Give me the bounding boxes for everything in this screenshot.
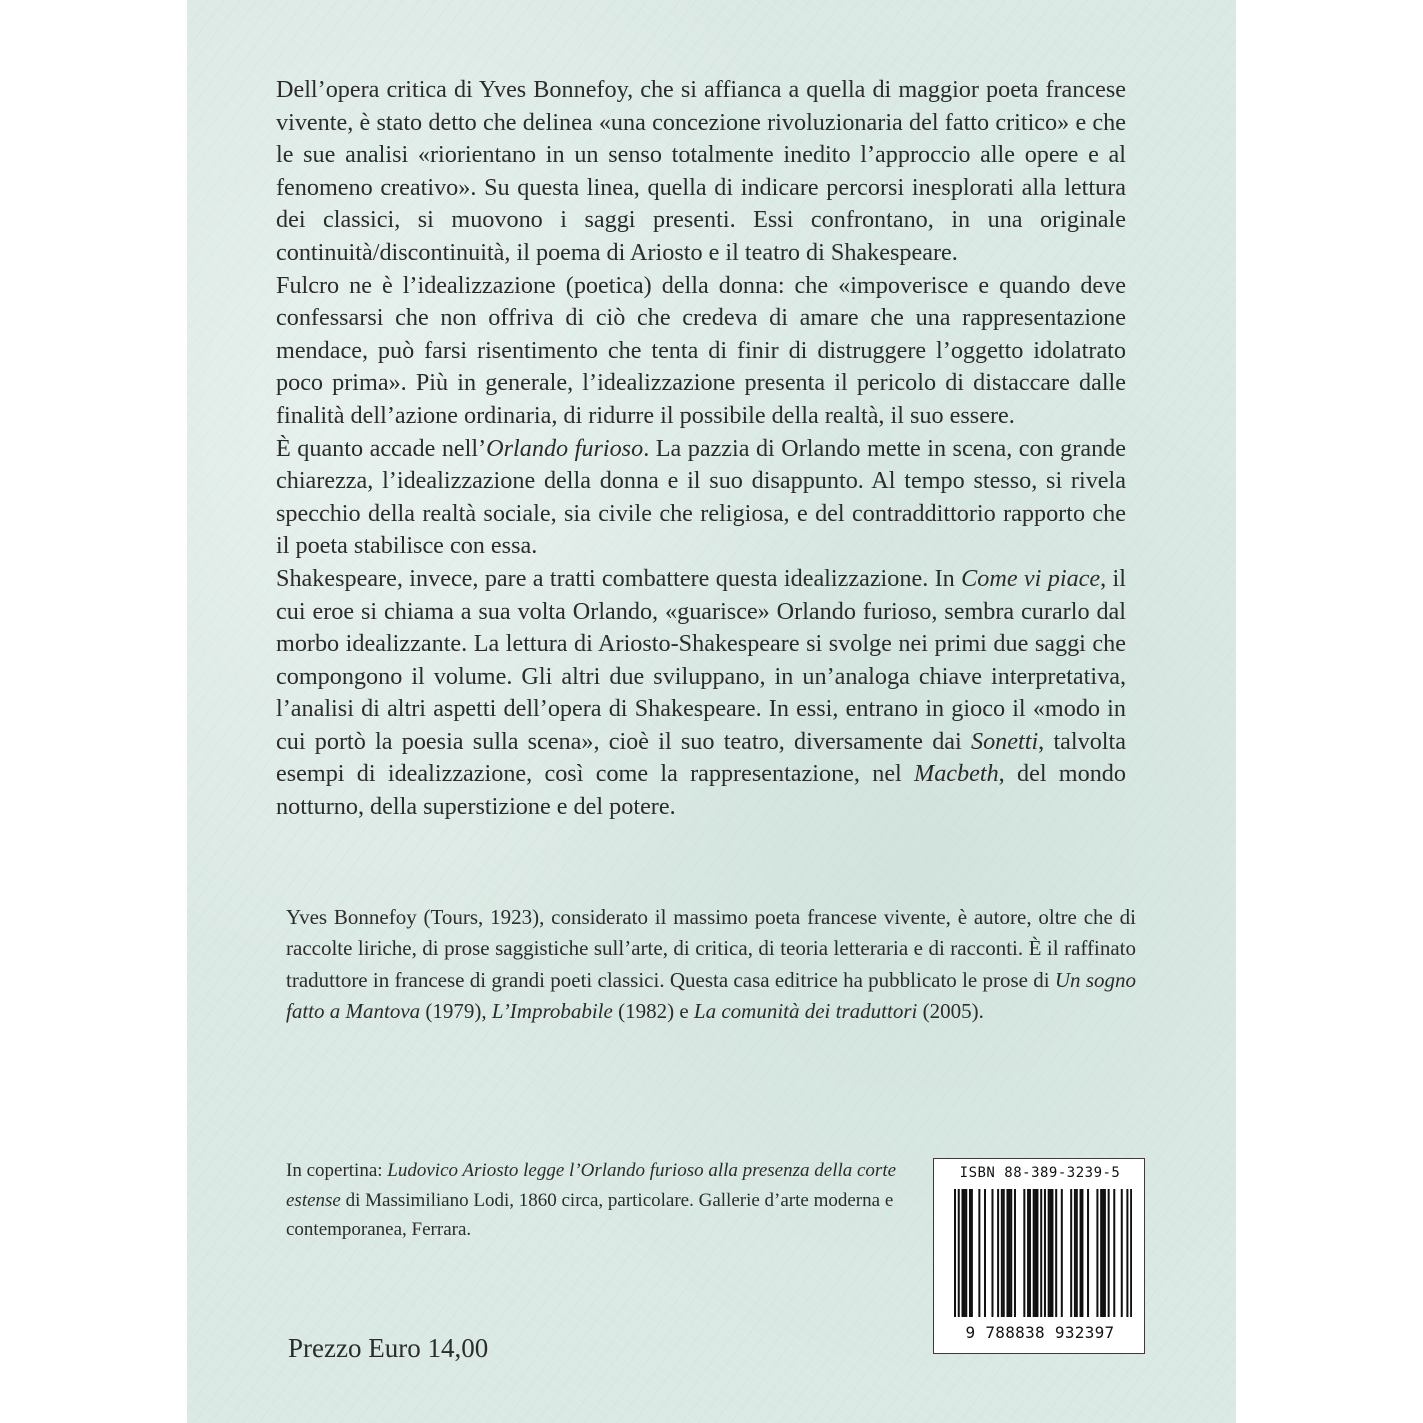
isbn-label: ISBN 88-389-3239-5 (959, 1165, 1121, 1181)
barcode-bar (1035, 1189, 1037, 1317)
barcode-bar (1001, 1189, 1003, 1317)
barcode-bar (1108, 1189, 1110, 1317)
blurb-paragraph-3 (276, 433, 1126, 563)
book-title-un-sogno: Un sogno fatto a Mantova (286, 967, 1137, 1023)
barcode-bar (1008, 1189, 1010, 1317)
barcode-bar (1074, 1189, 1076, 1317)
book-title-orlando-furioso: Orlando furioso (486, 434, 644, 462)
credit-text-run: di Massimiliano Lodi, 1860 circa, particolare. Gallerie d’arte moderna e contemporanea, Ferrara. (286, 1189, 894, 1240)
barcode-bar (1081, 1189, 1083, 1317)
barcode-bar (963, 1189, 965, 1317)
blurb-text-run: . La pazzia di Orlando mette in scena, con grande chiarezza, l’idealizzazione della donna e il suo disappunto. Al tempo stesso, si rivela specchio della realtà sociale, sia civile che religiosa, e del contraddittorio rapporto che il poeta stabilisce con essa. (276, 434, 1126, 560)
barcode-bar (1113, 1189, 1115, 1317)
barcode-bar (1061, 1189, 1063, 1317)
blurb-text-run: Shakespeare, invece, pare a tratti combattere questa idealizzazione. In (276, 564, 962, 592)
barcode-bar (1010, 1189, 1012, 1317)
book-title-improbabile: L’Improbabile (491, 998, 613, 1023)
barcode-bar (969, 1189, 971, 1317)
barcode-bar (1023, 1189, 1025, 1317)
author-text-run: (2005). (917, 998, 984, 1023)
barcode-bar (1029, 1189, 1031, 1317)
back-cover (187, 0, 1236, 1423)
author-bio-paragraph (286, 902, 1136, 1027)
barcode-bar (965, 1189, 967, 1317)
barcode-bar (1087, 1189, 1089, 1317)
barcode-bar (1055, 1189, 1057, 1317)
blurb-text-run: , il cui eroe si chiama a sua volta Orlando, «guarisce» Orlando furioso, sembra curarlo dal morbo idealizzante. La lettura di Ariosto-Shakespeare si svolge nei primi due saggi che compongono il volume. Gli altri due sviluppano, in un’analoga chiave interpretativa, l’analisi di altri aspetti dell’opera di Shakespeare. In essi, entrano in gioco il «modo in cui portò la poesia sulla scena», cioè il suo teatro, diversamente dai (276, 564, 1126, 755)
barcode-bar (1027, 1189, 1029, 1317)
barcode-bar (1080, 1189, 1082, 1317)
blurb-paragraph-2: Fulcro ne è l’idealizzazione (poetica) della donna: che «impoverisce e quando deve confessarsi che non offriva di ciò che credeva di amare che una rappresentazione mendace, può farsi risentimento che tenta di finir di distruggere l’oggetto idolatrato poco prima». Più in generale, l’idealizzazione presenta il pericolo di distaccare dalle finalità dell’azione ordinaria, di ridurre il possibile della realtà, il suo essere. (276, 271, 1126, 429)
cover-credit (286, 1156, 926, 1245)
blurb-text-run: , del mondo notturno, della superstizione e del potere. (276, 760, 1126, 821)
blurb-text-run: È quanto accade nell’ (276, 434, 487, 462)
artwork-title: Ludovico Ariosto legge l’Orlando furioso alla presenza della corte estense (286, 1160, 897, 1211)
barcode-bar (984, 1189, 986, 1317)
barcode-bars (954, 1189, 1132, 1317)
barcode-bar (1003, 1189, 1005, 1317)
blurb-text (276, 74, 1126, 824)
blurb-paragraph-1: Dell’opera critica di Yves Bonnefoy, che si affianca a quella di maggior poeta francese vivente, è stato detto che delinea «una concezione rivoluzionaria del fatto critico» e che le sue analisi «riorientano in un senso totalmente inedito l’approccio alle opere e al fenomeno creativo». Su questa linea, quella di indicare percorsi inesplorati alla lettura dei classici, si muovono i saggi presenti. Essi confrontano, in una originale continuità/discontinuità, il poema di Ariosto e il teatro di Shakespeare. (276, 76, 1126, 266)
price-label: Prezzo Euro 14,00 (288, 1333, 489, 1363)
barcode-bar (1014, 1189, 1016, 1317)
barcode-bar (1130, 1189, 1132, 1317)
barcode-bar (997, 1189, 999, 1317)
barcode-bar (1040, 1189, 1042, 1317)
barcode-bar (1102, 1189, 1104, 1317)
barcode-bar (961, 1189, 963, 1317)
barcode-bar (958, 1189, 960, 1317)
cover-credit-paragraph (286, 1156, 926, 1245)
barcode-bar (971, 1189, 973, 1317)
book-title-macbeth: Macbeth (914, 760, 999, 788)
ean-digits: 9 788838 932397 (965, 1323, 1115, 1342)
barcode-bar (1006, 1189, 1008, 1317)
book-title-sonetti: Sonetti (970, 727, 1039, 755)
barcode-bar (1044, 1189, 1046, 1317)
blurb-text-run: , talvolta esempi di idealizzazione, così come la rappresentazione, nel (276, 727, 1126, 788)
barcode-bar (1096, 1189, 1098, 1317)
barcode-bar (991, 1189, 993, 1317)
barcode-bar (1050, 1189, 1052, 1317)
barcode-bar (1100, 1189, 1102, 1317)
barcode-bar (1121, 1189, 1123, 1317)
barcode-bar (954, 1189, 956, 1317)
author-text-run: (1979), (420, 998, 492, 1023)
book-title-come-vi-piace: Come vi piace (961, 564, 1101, 592)
barcode-bar (1036, 1189, 1038, 1317)
barcode-bar (1076, 1189, 1078, 1317)
barcode-bar (1051, 1189, 1053, 1317)
credit-text-run: In copertina: (286, 1160, 388, 1181)
barcode-bar (978, 1189, 980, 1317)
book-title-comunita: La comunità dei traduttori (693, 998, 918, 1023)
barcode-bar (1104, 1189, 1106, 1317)
author-bio (286, 902, 1136, 1027)
barcode-bar (1048, 1189, 1050, 1317)
author-text-run: (1982) e (612, 998, 694, 1023)
author-text-run: Yves Bonnefoy (Tours, 1923), considerato il massimo poeta francese vivente, è autore, oltre che di raccolte liriche, di prose saggistiche sull’arte, di critica, di teoria letteraria e di racconti. È il raffinato traduttore in francese di grandi poeti classici. Questa casa editrice ha pubblicato le prose di (286, 905, 1136, 992)
barcode-bar (1070, 1189, 1072, 1317)
barcode-bar (1126, 1189, 1128, 1317)
isbn-barcode (933, 1158, 1145, 1354)
barcode-bar (1033, 1189, 1035, 1317)
blurb-paragraph-4 (276, 563, 1126, 824)
